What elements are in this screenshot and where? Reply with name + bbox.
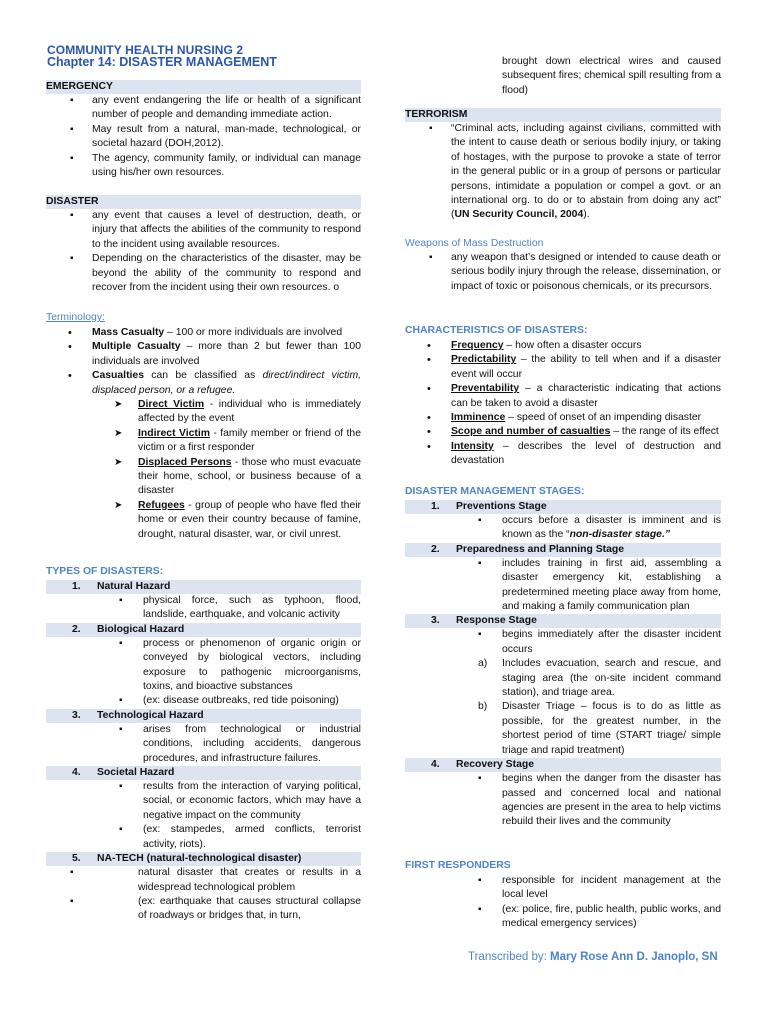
list-item: ▪ results from the interaction of varying political, social, or economic factors, which may have a negative impact on the community: [46, 780, 361, 823]
chapter-title: Chapter 14: DISASTER MANAGEMENT: [47, 55, 277, 69]
emergency-heading: EMERGENCY: [46, 80, 361, 94]
item-text: Disaster Triage – focus is to do as little as possible, for the greatest number, in the shortest period of time (START triage/ simple triage and rapid treatment): [502, 701, 721, 756]
list-item: ▪ arises from technological or industrial conditions, including accidents, dangerous procedures, and infrastructure failures.: [46, 723, 361, 766]
types-section: [46, 565, 361, 924]
list-item: [405, 353, 721, 382]
terminology-list: [46, 326, 361, 398]
list-item: [405, 411, 721, 425]
type-items: [46, 637, 361, 709]
first-responders-section: [405, 859, 721, 932]
item-letter: a): [478, 658, 488, 670]
type-name: Technological Hazard: [97, 709, 204, 721]
terrorism-text: “Criminal acts, including against civilians, committed with the intent to cause death or serious bodily injury, or taking of hostages, with the purpose to provoke a state of terror in the general public or in a group of persons or particular persons, intimidate a population or compel a govt. or an international org. to do or to abstain from doing any act” (: [451, 123, 721, 221]
terminology-section: [46, 311, 361, 542]
first-responders-list: [405, 874, 721, 932]
term-text: - those who must evacuate their home, school, or business because of a disaster: [138, 456, 362, 497]
term-text: - family member or friend of the victim or a first responder: [138, 427, 361, 454]
type-heading: [46, 766, 361, 780]
list-item: [405, 339, 721, 353]
term: Intensity: [451, 440, 494, 452]
stage-heading: [405, 500, 721, 514]
emergency-list: [46, 94, 361, 180]
list-item: ▪ (ex: police, fire, public health, public works, and medical emergency services): [405, 903, 721, 932]
credit-prefix: Transcribed by:: [468, 951, 551, 963]
disaster-section: [46, 195, 361, 295]
list-item: ▪ any event that causes a level of destruction, death, or injury that affects the abilities of the community to respond to the incident using available resources.: [46, 209, 361, 252]
stage-number: 1.: [431, 501, 440, 512]
term: Indirect Victim: [138, 427, 210, 439]
term-text: - individual who is immediately affected by the event: [138, 399, 361, 425]
list-item: [405, 700, 721, 758]
item-text: Includes evacuation, search and rescue, and staging area (the on-site incident command station), and triage area.: [502, 658, 721, 699]
stage-number: 4.: [431, 759, 440, 771]
wmd-list: [405, 251, 721, 294]
stage-items: [405, 514, 721, 543]
response-sublist: [405, 657, 721, 758]
casualty-types-list: [46, 398, 361, 542]
term: Imminence: [451, 412, 506, 424]
characteristics-heading: CHARACTERISTICS OF DISASTERS:: [405, 325, 588, 336]
item-letter: b): [478, 701, 488, 713]
types-heading: TYPES OF DISASTERS:: [46, 566, 164, 577]
type-name: NA-TECH (natural-technological disaster): [97, 853, 302, 865]
list-item: [46, 340, 361, 369]
list-item: ▪ responsible for incident management at the local level: [405, 874, 721, 903]
term-text: – 100 or more individuals are involved: [164, 327, 343, 338]
type-items: [46, 780, 361, 852]
type-name: Natural Hazard: [97, 581, 171, 592]
terminology-heading: Terminology:: [46, 312, 105, 323]
page-title: COMMUNITY HEALTH NURSING 2: [47, 43, 244, 57]
type-name: Biological Hazard: [97, 623, 185, 635]
list-item: ▪ (ex: earthquake that causes structural collapse of roadways or bridges that, in turn,: [46, 895, 361, 924]
transcriber-credit: [468, 950, 718, 964]
term-text: – the ability to tell when and if a disaster event will occur: [451, 354, 721, 380]
list-item: [405, 440, 721, 469]
list-item: ▪ physical force, such as typhoon, flood, landslide, earthquake, and volcanic activity: [46, 594, 361, 623]
term: Predictability: [451, 354, 517, 366]
disaster-list: [46, 209, 361, 295]
list-item: [405, 382, 721, 411]
type-heading: [46, 852, 361, 866]
term: Multiple Casualty: [92, 341, 181, 353]
term: Refugees: [138, 499, 185, 511]
type-items: [46, 866, 361, 924]
first-responders-heading: FIRST RESPONDERS: [405, 860, 511, 871]
credit-name: Mary Rose Ann D. Janoplo, SN: [550, 951, 718, 963]
stage-heading: [405, 614, 721, 628]
stage-items: [405, 628, 721, 657]
type-items: [46, 594, 361, 623]
type-number: 4.: [72, 767, 81, 779]
stage-number: 3.: [431, 615, 440, 627]
characteristics-section: [405, 324, 721, 469]
term: Preventability: [451, 383, 520, 395]
list-item: [405, 657, 721, 700]
list-item: ▪ (ex: stampedes, armed conflicts, terrorist activity, riots).: [46, 823, 361, 852]
term-text: – the range of its effect: [610, 426, 719, 438]
term-italic: direct/indirect victim, displaced person, or a refugee.: [92, 370, 361, 396]
list-item: ▪ process or phenomenon of organic origin or conveyed by biological vectors, including exposure to pathogenic microorganisms, toxins, and bioactive substances: [46, 637, 361, 695]
stage-italic: non-disaster stage.”: [569, 529, 671, 541]
list-item: ▪ includes training in first aid, assembling a disaster emergency kit, establishing a predetermined meeting place away from home, and making a family communication plan: [405, 557, 721, 615]
type-heading: [46, 709, 361, 723]
list-item: ▪ (ex: disease outbreaks, red tide poisoning): [46, 694, 361, 708]
type-number: 3.: [72, 709, 81, 721]
term: Casualties: [92, 370, 144, 382]
term-text: can be classified as: [143, 370, 263, 382]
stages-section: [405, 485, 721, 830]
wmd-section: [405, 237, 721, 294]
term: Displaced Persons: [138, 456, 232, 468]
list-item: [46, 427, 361, 456]
list-item: ▪ begins when the danger from the disaster has passed and concerned local and national agencies are present in the area to help victims rebuild their lives and the community: [405, 772, 721, 830]
list-item: [46, 398, 361, 427]
term: Frequency: [451, 340, 504, 351]
list-item: [46, 456, 361, 499]
list-item: ▪ any weapon that’s designed or intended to cause death or serious bodily injury through the release, dissemination, or impact of toxic or poisonous chemicals, or its precursors.: [405, 251, 721, 294]
list-item: ▪ begins immediately after the disaster incident occurs: [405, 628, 721, 657]
emergency-section: [46, 80, 361, 180]
type-heading: [46, 580, 361, 594]
type-number: 5.: [72, 853, 81, 865]
list-item: ▪ The agency, community family, or individual can manage using his/her own resources.: [46, 152, 361, 181]
term-text: – a characteristic indicating that actions can be taken to avoid a disaster: [451, 383, 721, 409]
term: Scope and number of casualties: [451, 426, 611, 438]
continued-text: brought down electrical wires and caused subsequent fires; chemical spill resulting from a flood): [502, 56, 721, 96]
list-item: [46, 499, 361, 542]
list-item: [405, 514, 721, 543]
disaster-heading: DISASTER: [46, 195, 361, 209]
stage-name: Preventions Stage: [456, 501, 547, 512]
list-item: ▪ any event endangering the life or health of a significant number of people and demanding immediate action.: [46, 94, 361, 123]
type-items: [46, 723, 361, 766]
terrorism-section: [405, 108, 721, 223]
citation-end: ).: [583, 209, 590, 221]
stage-name: Recovery Stage: [456, 759, 534, 771]
term-text: – describes the level of destruction and devastation: [451, 440, 721, 467]
term-text: - group of people who have fled their home or even their country because of famine, drought, natural disaster, war, or civil unrest.: [138, 499, 361, 540]
term: Direct Victim: [138, 399, 205, 411]
stages-heading: DISASTER MANAGEMENT STAGES:: [405, 486, 585, 497]
term-text: – more than 2 but fewer than 100 individuals are involved: [92, 341, 361, 367]
type-number: 1.: [72, 581, 81, 592]
terrorism-list: [405, 122, 721, 223]
term-text: – speed of onset of an impending disaster: [505, 412, 702, 424]
stage-name: Response Stage: [456, 615, 537, 627]
type-number: 2.: [72, 623, 81, 635]
stage-items: [405, 772, 721, 830]
type-name: Societal Hazard: [97, 767, 175, 779]
term: Mass Casualty: [92, 327, 165, 338]
characteristics-list: [405, 339, 721, 469]
stage-heading: [405, 543, 721, 557]
stage-text: occurs before a disaster is imminent and is known as the “: [502, 515, 721, 541]
list-item: ▪ May result from a natural, man-made, technological, or societal hazard (DOH,2012).: [46, 123, 361, 152]
list-item: [46, 326, 361, 340]
list-item: [46, 369, 361, 398]
term-text: – how often a disaster occurs: [503, 340, 642, 351]
list-item: [405, 425, 721, 439]
stage-items: [405, 557, 721, 615]
citation: UN Security Council, 2004: [454, 209, 584, 221]
terrorism-heading: TERRORISM: [405, 108, 721, 122]
stage-number: 2.: [431, 543, 440, 555]
list-item: ▪ natural disaster that creates or results in a widespread technological problem: [46, 866, 361, 895]
list-item: [405, 122, 721, 223]
type-heading: [46, 623, 361, 637]
wmd-heading: Weapons of Mass Destruction: [405, 238, 544, 249]
stage-heading: [405, 758, 721, 772]
stage-name: Preparedness and Planning Stage: [456, 543, 625, 555]
list-item: ▪ Depending on the characteristics of the disaster, may be beyond the ability of the community to respond and recover from the incident using their own resources. o: [46, 252, 361, 295]
